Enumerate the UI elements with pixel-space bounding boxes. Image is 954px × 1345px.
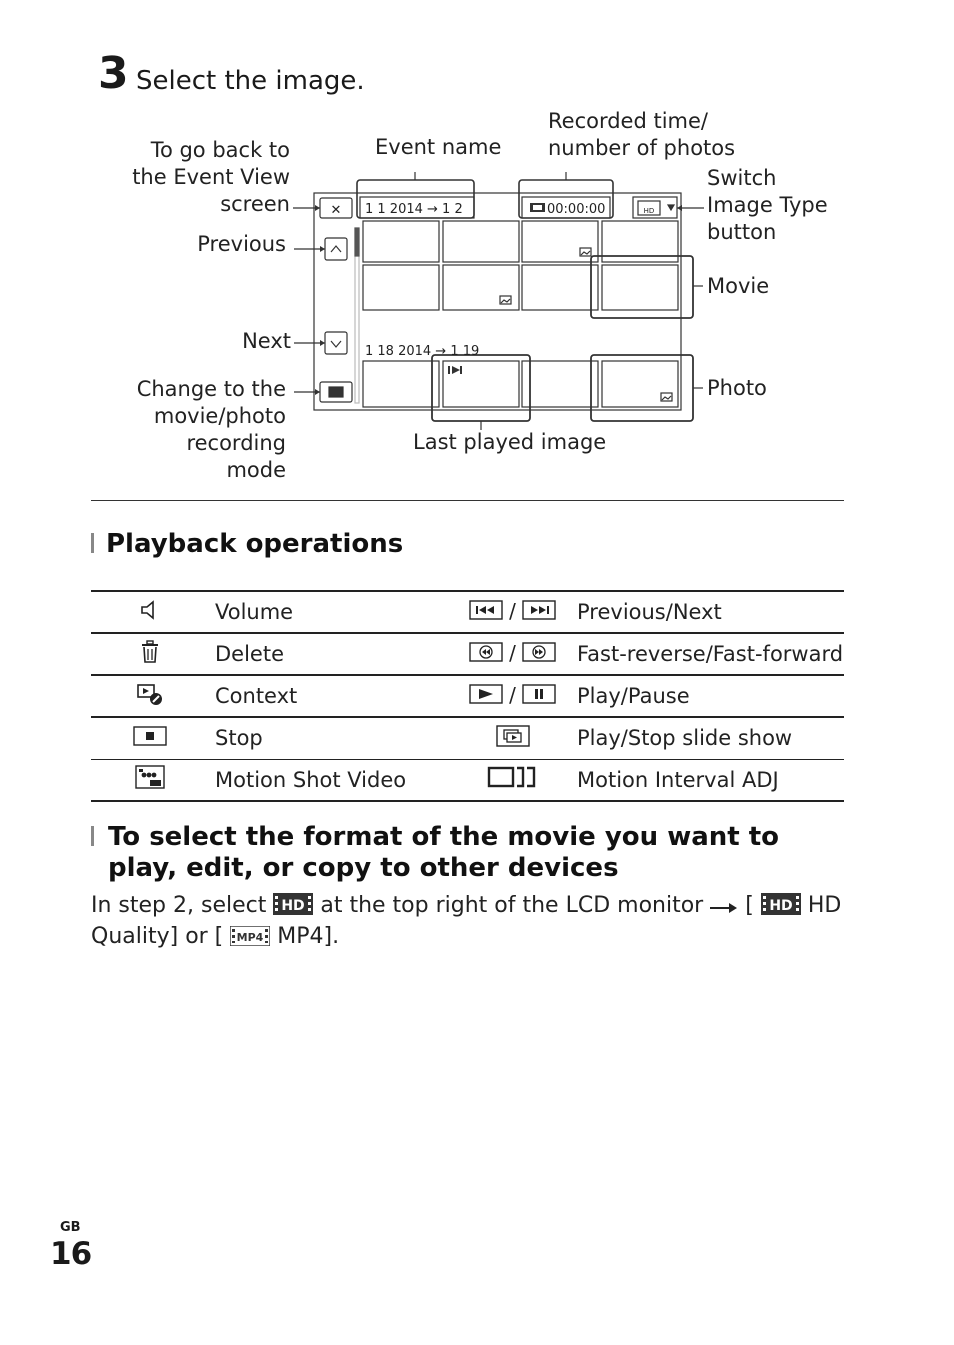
label-next: Next: [242, 329, 291, 353]
slideshow-icon[interactable]: [496, 725, 530, 747]
pause-icon[interactable]: [522, 684, 556, 704]
arrow-right-icon: [710, 901, 738, 915]
table-row: Context / Play/Pause: [91, 675, 844, 717]
playback-heading: Playback operations: [91, 529, 403, 560]
label-event-name: Event name: [375, 135, 502, 159]
table-row: [91, 717, 844, 759]
label-change-mode: Change to the movie/photo recording mode: [136, 377, 286, 482]
label-switch-type: Switch Image Type button: [707, 166, 828, 244]
trash-icon: [140, 640, 160, 664]
label-movie: Movie: [707, 274, 770, 298]
table-row: Volume / Previous/Next: [91, 591, 844, 633]
delete-label: Delete: [215, 642, 284, 666]
label-previous: Previous: [197, 232, 286, 256]
label-go-back: To go back to the Event View screen: [132, 138, 290, 216]
slideshow-label: Play/Stop slide show: [577, 726, 793, 751]
last-played-icon: [448, 366, 450, 374]
stop-icon: [133, 726, 167, 746]
context-label: Context: [215, 684, 298, 708]
camera-mode-icon: [329, 387, 343, 397]
motion-shot-icon: [135, 765, 165, 789]
hd-mini-badge: HD: [643, 207, 655, 215]
heading-bar: [91, 826, 94, 846]
recorded-time-value: 00:00:00: [547, 202, 606, 217]
volume-icon: [139, 599, 161, 621]
label-photo: Photo: [707, 376, 767, 400]
svg-text:HD: HD: [281, 898, 306, 914]
page-number: 16: [50, 1236, 92, 1272]
heading-bar: [91, 533, 94, 553]
motion-shot-label: Motion Shot Video: [215, 767, 407, 792]
previous-icon[interactable]: [469, 600, 503, 620]
label-last-played: Last played image: [413, 430, 607, 454]
fast-reverse-icon[interactable]: [469, 642, 503, 662]
next-icon[interactable]: [522, 600, 556, 620]
event-range-2: 1 18 2014 → 1 19: [365, 344, 480, 359]
svg-text:HD: HD: [769, 898, 793, 914]
hd-quality-icon: [273, 893, 313, 915]
stop-label: Stop: [215, 726, 263, 751]
region-code: GB: [60, 1220, 81, 1235]
motion-interval-label: Motion Interval ADJ: [577, 767, 779, 792]
play-pause-label: Play/Pause: [577, 684, 690, 708]
lcd-screen-outline: [314, 193, 681, 410]
format-instructions: In step 2, select HD at the top right of the LCD monitor [ HD HD Quality] or [ MP4 MP4].: [91, 893, 842, 949]
event-range-1: 1 1 2014 → 1 2: [365, 202, 463, 217]
format-heading: To select the format of the movie you want to play, edit, or copy to other devices: [91, 822, 851, 884]
mp4-icon: [230, 926, 270, 946]
fast-forward-icon[interactable]: [522, 642, 556, 662]
event-view-diagram: [0, 0, 954, 500]
section-divider: [91, 500, 844, 501]
motion-interval-icon[interactable]: [487, 765, 539, 789]
previous-next-label: Previous/Next: [577, 600, 722, 624]
playback-operations-table: [91, 590, 844, 802]
context-icon: [136, 682, 164, 706]
step-number: 3: [98, 48, 129, 99]
table-row: Delete / Fast-reverse/Fast-forward: [91, 633, 844, 675]
hd-quality-icon: [761, 893, 801, 915]
fast-reverse-forward-label: Fast-reverse/Fast-forward: [577, 642, 844, 666]
table-row: [91, 759, 844, 801]
close-icon: ✕: [330, 203, 342, 218]
svg-text:MP4: MP4: [236, 931, 264, 944]
play-icon[interactable]: [469, 684, 503, 704]
step-title: Select the image.: [136, 66, 365, 96]
scrollbar-thumb[interactable]: [355, 228, 359, 256]
volume-label: Volume: [215, 600, 294, 624]
label-recorded-time: Recorded time/ number of photos: [548, 109, 736, 160]
